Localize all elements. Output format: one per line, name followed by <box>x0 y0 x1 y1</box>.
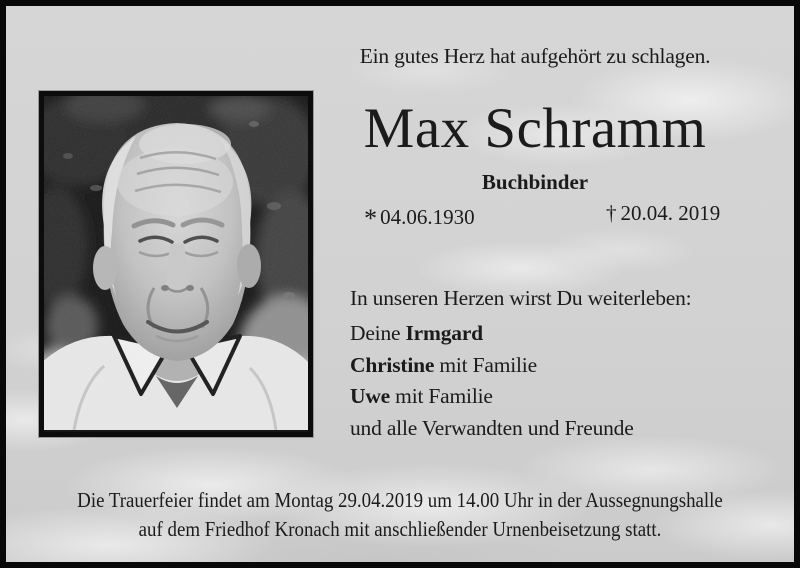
death-date-value: 20.04. 2019 <box>620 201 721 225</box>
mourner-text: mit Familie <box>434 352 537 377</box>
mourner-text: mit Familie <box>390 384 493 408</box>
mourner-line <box>350 413 770 445</box>
epigraph: Ein gutes Herz hat aufgehört zu schlagen. <box>359 44 711 68</box>
profession: Buchbinder <box>481 170 589 194</box>
born-star-icon: * <box>364 204 378 234</box>
mourner-name: Christine <box>350 352 435 377</box>
mourners-list <box>350 318 770 444</box>
mourner-line <box>350 350 770 382</box>
birth-date-value: 04.06.1930 <box>380 205 475 229</box>
mourner-name: Irmgard <box>405 321 483 345</box>
funeral-info <box>40 486 760 543</box>
mourner-text: und alle Verwandten und Freunde <box>350 415 634 440</box>
died-cross-icon: † <box>606 201 617 225</box>
mourner-line <box>350 318 770 350</box>
mourner-line <box>350 381 770 413</box>
remembrance-line: In unseren Herzen wirst Du weiterleben: <box>350 286 692 310</box>
mourner-name: Uwe <box>350 384 390 408</box>
portrait-photo-image <box>44 96 308 430</box>
death-date <box>606 201 720 226</box>
funeral-line-2: auf dem Friedhof Kronach mit anschließender Urnenbeisetzung statt. <box>138 516 662 541</box>
funeral-line-1: Die Trauerfeier findet am Montag 29.04.2019 um 14.00 Uhr in der Aussegnungshalle <box>77 488 723 512</box>
life-dates <box>330 201 740 234</box>
mourner-text: Deine <box>350 321 406 345</box>
birth-date <box>364 201 475 234</box>
deceased-name: Max Schramm <box>363 97 707 160</box>
portrait-photo <box>39 91 313 437</box>
